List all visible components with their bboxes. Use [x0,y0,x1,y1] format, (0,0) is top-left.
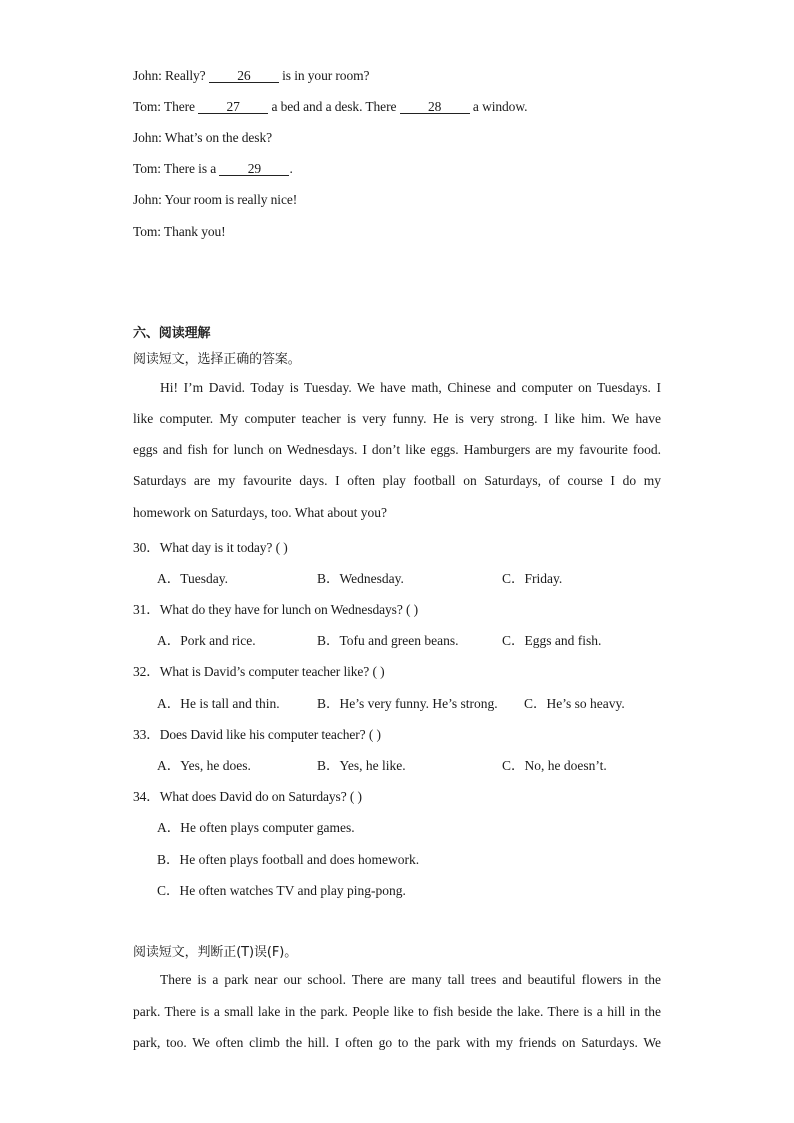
passage-line: eggs and fish for lunch on Wednesdays. I don’t like eggs. Hamburgers are my favourite food. [133,442,661,457]
question-30: 30．What day is it today? ( ) [133,540,288,555]
option-a[interactable]: A．He is tall and thin. [157,696,280,711]
option-b[interactable]: B．Wednesday. [317,571,404,586]
passage-line: Saturdays are my favourite days. I often play football on Saturdays, of course I do my [133,473,661,488]
blank-27[interactable]: 27 [198,100,268,114]
passage-line: There is a park near our school. There are many tall trees and beautiful flowers in the [160,972,661,987]
passage-line: park, too. We often climb the hill. I often go to the park with my friends on Saturdays. We [133,1035,661,1050]
blank-28[interactable]: 28 [400,100,470,114]
option-c[interactable]: C．No, he doesn’t. [502,758,607,773]
section-instruction: 阅读短文，选择正确的答案。 [133,352,301,367]
dialogue-text: John: Really? [133,68,209,83]
option-b[interactable]: B．Yes, he like. [317,758,406,773]
dialogue-line: John: What’s on the desk? [133,130,272,145]
question-34: 34．What does David do on Saturdays? ( ) [133,789,362,804]
option-b[interactable]: B．He’s very funny. He’s strong. [317,696,498,711]
passage-line: park. There is a small lake in the park. People like to fish beside the lake. There is a hill in the [133,1004,661,1019]
dialogue-text: a window. [469,99,528,114]
option-c[interactable]: C．He’s so heavy. [524,696,625,711]
option-a[interactable]: A．Tuesday. [157,571,229,586]
dialogue-text: Tom: There [133,99,199,114]
dialogue-text: is in your room? [278,68,370,83]
dialogue-line-29 [133,161,293,177]
dialogue-line-27-28 [133,99,527,115]
option-c[interactable]: C．Friday. [502,571,563,586]
dialogue-text: . [289,161,293,176]
dialogue-text: Tom: There is a [133,161,220,176]
passage-line: homework on Saturdays, too. What about you? [133,505,387,520]
blank-26[interactable]: 26 [209,69,279,83]
option-c[interactable]: C．Eggs and fish. [502,633,602,648]
option-a[interactable]: A．He often plays computer games. [157,820,355,835]
question-32: 32．What is David’s computer teacher like? ( ) [133,664,385,679]
question-31: 31．What do they have for lunch on Wednesdays? ( ) [133,602,419,617]
dialogue-line: Tom: Thank you! [133,224,226,239]
section-heading: 六、阅读理解 [133,326,211,341]
section-instruction: 阅读短文，判断正(T)误(F)。 [133,945,298,960]
option-b[interactable]: B．Tofu and green beans. [317,633,459,648]
passage-line: like computer. My computer teacher is very funny. He is very strong. I like him. We have [133,411,661,426]
dialogue-text: a bed and a desk. There [268,99,400,114]
question-33: 33．Does David like his computer teacher? ( ) [133,727,381,742]
option-b[interactable]: B．He often plays football and does homework. [157,852,420,867]
option-a[interactable]: A．Pork and rice. [157,633,256,648]
passage-line: Hi! I’m David. Today is Tuesday. We have math, Chinese and computer on Tuesdays. I [160,380,661,395]
option-a[interactable]: A．Yes, he does. [157,758,251,773]
dialogue-line: John: Your room is really nice! [133,192,298,207]
blank-29[interactable]: 29 [219,162,289,176]
dialogue-line-26 [133,68,369,84]
option-c[interactable]: C．He often watches TV and play ping-pong. [157,883,406,898]
